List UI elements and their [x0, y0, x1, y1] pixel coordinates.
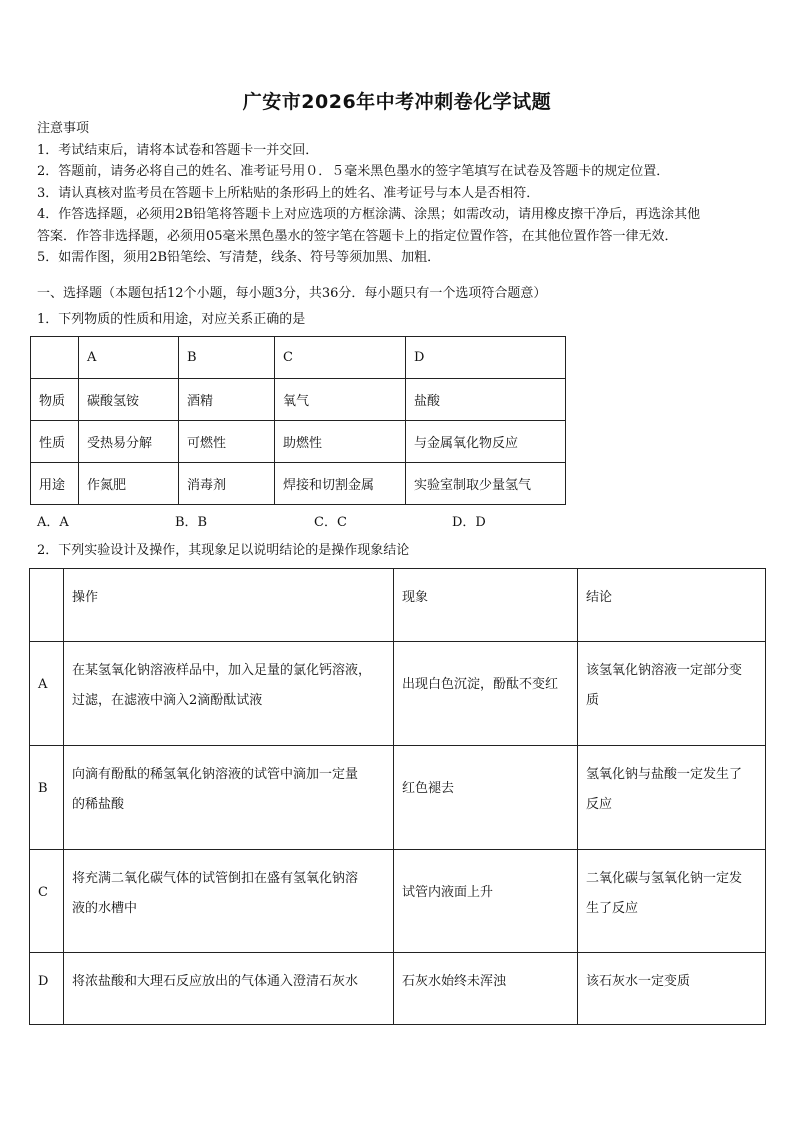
operation-cell: [64, 953, 394, 1025]
table-cell: 作氮肥: [79, 463, 179, 505]
option-b: B．B: [175, 515, 208, 530]
operation-cell: [64, 850, 394, 953]
table-cell: 实验室制取少量氢气: [406, 463, 566, 505]
table-cell: 可燃性: [179, 421, 275, 463]
phenomenon-cell: 试管内液面上升: [394, 850, 578, 953]
question-1-stem: 1．下列物质的性质和用途，对应关系正确的是: [37, 312, 306, 327]
cell-line: 二氧化碳与氢氧化钠一定发: [586, 871, 743, 886]
cell-line: 的稀盐酸: [72, 797, 125, 812]
option-d: D．D: [452, 515, 486, 530]
option-a: A．A: [37, 515, 69, 530]
operation-cell: [64, 746, 394, 850]
table-cell: C: [275, 337, 406, 379]
row-label: D: [30, 953, 64, 1025]
table-header-row: [30, 569, 766, 642]
table-header-row: [31, 337, 566, 379]
row-label: C: [30, 850, 64, 953]
cell-line: 氢氧化钠与盐酸一定发生了: [586, 767, 743, 782]
notice-block: [37, 118, 767, 268]
table-row: [31, 379, 566, 421]
cell-line: 该氢氧化钠溶液一定部分变: [586, 663, 743, 678]
table-cell: 结论: [578, 569, 766, 642]
notice-heading: 注意事项: [37, 121, 90, 136]
table-cell: 氧气: [275, 379, 406, 421]
table-row: [30, 850, 766, 953]
section-heading: 一、选择题（本题包括12个小题，每小题3分，共36分．每小题只有一个选项符合题意）: [37, 286, 547, 301]
operation-cell: [64, 642, 394, 746]
conclusion-cell: [578, 850, 766, 953]
notice-item: 答案．作答非选择题，必须用05毫米黑色墨水的签字笔在答题卡上的指定位置作答，在其他位置作答一律无效．: [37, 228, 678, 244]
notice-item: 1．考试结束后，请将本试卷和答题卡一并交回．: [37, 143, 319, 158]
table-cell: 消毒剂: [179, 463, 275, 505]
notice-item: 5．如需作图，须用2B铅笔绘、写清楚，线条、符号等须加黑、加粗．: [37, 250, 441, 266]
table-row: [30, 746, 766, 850]
table-cell: 物质: [31, 379, 79, 421]
row-label: A: [30, 642, 64, 746]
table-cell: 酒精: [179, 379, 275, 421]
table-cell: A: [79, 337, 179, 379]
conclusion-cell: [578, 642, 766, 746]
phenomenon-cell: 石灰水始终未浑浊: [394, 953, 578, 1025]
table-cell: B: [179, 337, 275, 379]
phenomenon-cell: 出现白色沉淀，酚酞不变红: [394, 642, 578, 746]
notice-item: 3．请认真核对监考员在答题卡上所粘贴的条形码上的姓名、准考证号与本人是否相符．: [37, 185, 540, 201]
notice-item: 2．答题前，请务必将自己的姓名、准考证号用０．５毫米黑色墨水的签字笔填写在试卷及答题卡的规定位置．: [37, 164, 670, 180]
table-cell: 助燃性: [275, 421, 406, 463]
table-row: [30, 953, 766, 1025]
cell-line: 反应: [586, 797, 613, 812]
cell-line: 将充满二氧化碳气体的试管倒扣在盛有氢氧化钠溶: [72, 871, 359, 886]
cell-line: 过滤，在滤液中滴入2滴酚酞试液: [72, 693, 263, 708]
table-cell: 性质: [31, 421, 79, 463]
table-row: [31, 421, 566, 463]
notice-item: 4．作答选择题，必须用2B铅笔将答题卡上对应选项的方框涂满、涂黑；如需改动，请用橡皮擦干净后，再选涂其他: [37, 207, 701, 223]
table-row: [30, 642, 766, 746]
table-cell: [30, 569, 64, 642]
table-cell: 焊接和切割金属: [275, 463, 406, 505]
table-cell: 碳酸氢铵: [79, 379, 179, 421]
page-title: 广安市2026年中考冲刺卷化学试题: [242, 91, 552, 113]
row-label: B: [30, 746, 64, 850]
table-cell: 与金属氧化物反应: [406, 421, 566, 463]
table-cell: 操作: [64, 569, 394, 642]
phenomenon-cell: 红色褪去: [394, 746, 578, 850]
conclusion-cell: [578, 746, 766, 850]
table-cell: [31, 337, 79, 379]
question-1-table: [30, 336, 566, 505]
table-row: [31, 463, 566, 505]
cell-line: 在某氢氧化钠溶液样品中，加入足量的氯化钙溶液，: [72, 663, 372, 678]
question-2-stem: 2．下列实验设计及操作，其现象足以说明结论的是操作现象结论: [37, 543, 410, 558]
cell-line: 将浓盐酸和大理石反应放出的气体通入澄清石灰水: [72, 974, 359, 989]
cell-line: 该石灰水一定变质: [586, 974, 691, 989]
question-1-options: [37, 511, 537, 531]
cell-line: 质: [586, 693, 600, 708]
question-2-table: [29, 568, 766, 1025]
table-cell: D: [406, 337, 566, 379]
conclusion-cell: [578, 953, 766, 1025]
table-cell: 用途: [31, 463, 79, 505]
cell-line: 液的水槽中: [72, 901, 138, 916]
cell-line: 生了反应: [586, 901, 639, 916]
option-c: C．C: [314, 515, 347, 530]
table-cell: 受热易分解: [79, 421, 179, 463]
table-cell: 现象: [394, 569, 578, 642]
table-cell: 盐酸: [406, 379, 566, 421]
cell-line: 向滴有酚酞的稀氢氧化钠溶液的试管中滴加一定量: [72, 767, 359, 782]
